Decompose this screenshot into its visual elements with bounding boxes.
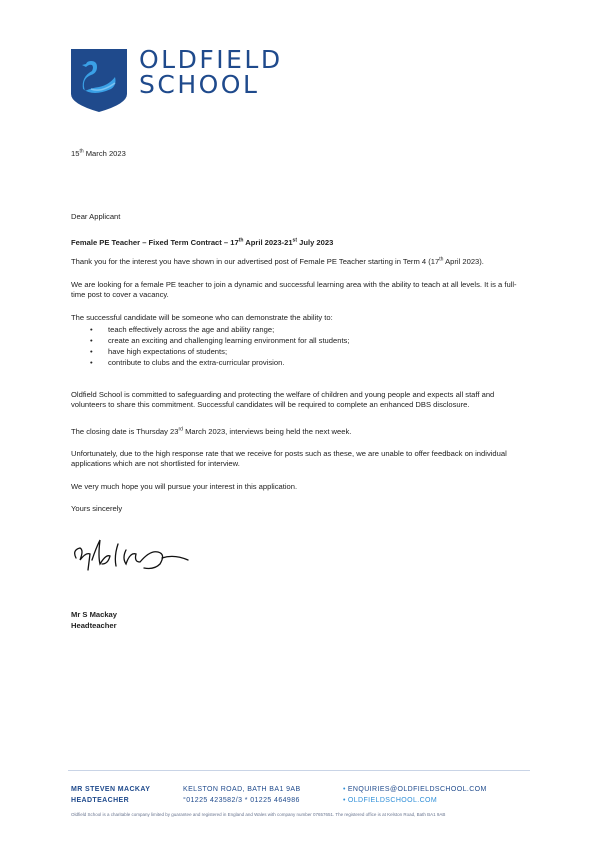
footer-contact-person xyxy=(71,784,150,806)
letter-date: 15th March 2023 xyxy=(71,148,126,158)
footer-website[interactable]: OLDFIELDSCHOOL.COM xyxy=(347,797,438,804)
paragraph-role: We are looking for a female PE teacher to join a dynamic and successful learning area with the ability to teach at all levels. It is a full-time post to cover a vacancy. xyxy=(71,280,517,299)
signature-image xyxy=(70,530,200,580)
signer-name: Mr S Mackay xyxy=(71,610,118,619)
footer-legal-text: Oldfield School is a charitable company limited by guarantee and registered in England and Wales with company number 07657651. The registered office is at Kelston Road, Bath BA1 9AB xyxy=(71,812,446,817)
footer-role: HEADTEACHER xyxy=(71,797,130,804)
swan-crest-icon xyxy=(71,49,127,112)
list-item: • teach effectively across the age and ability range; xyxy=(90,325,349,336)
web-icon: • xyxy=(343,797,346,804)
paragraph-feedback: Unfortunately, due to the high response rate that we receive for posts such as these, we are unable to offer feedback on individual applications which are not shortlisted for interview. xyxy=(71,449,507,468)
school-name-line1: OLDFIELD xyxy=(139,45,283,74)
salutation: Dear Applicant xyxy=(71,212,121,221)
list-item: • create an exciting and challenging learning environment for all students; xyxy=(90,336,349,347)
closing-phrase: Yours sincerely xyxy=(71,504,123,513)
letter-subject: Female PE Teacher – Fixed Term Contract – 17th April 2023-21st July 2023 xyxy=(71,237,334,247)
school-name xyxy=(139,47,283,97)
list-item: • contribute to clubs and the extra-curricular provision. xyxy=(90,358,349,369)
email-icon: • xyxy=(343,786,346,793)
school-name-line2: SCHOOL xyxy=(139,70,260,99)
list-item: • have high expectations of students; xyxy=(90,347,349,358)
paragraph-closing-date: The closing date is Thursday 23rd March 2023, interviews being held the next week. xyxy=(71,426,352,436)
footer-email[interactable]: ENQUIRIES@OLDFIELDSCHOOL.COM xyxy=(347,786,487,793)
footer-address-block xyxy=(183,784,301,806)
footer-divider xyxy=(68,770,530,771)
footer-name: MR STEVEN MACKAY xyxy=(71,786,151,793)
paragraph-intro: Thank you for the interest you have shown in our advertised post of Female PE Teacher starting in Term 4 (17th April 2023). xyxy=(71,256,484,266)
signer-title: Headteacher xyxy=(71,621,117,630)
footer-phones: 01225 423582/3 * 01225 464986 xyxy=(186,797,300,804)
paragraph-candidate: The successful candidate will be someone who can demonstrate the ability to: xyxy=(71,313,333,322)
ability-list xyxy=(90,325,349,369)
phone-icon: ° xyxy=(183,797,187,804)
footer-online-block xyxy=(343,784,487,806)
paragraph-safeguarding: Oldfield School is committed to safeguarding and protecting the welfare of children and young people and expects all staff and volunteers to share this commitment. Successful candidates will be required to complete an enhanced DBS disclosure. xyxy=(71,390,495,409)
paragraph-hope: We very much hope you will pursue your interest in this application. xyxy=(71,482,298,491)
footer-address: KELSTON ROAD, BATH BA1 9AB xyxy=(183,786,301,793)
